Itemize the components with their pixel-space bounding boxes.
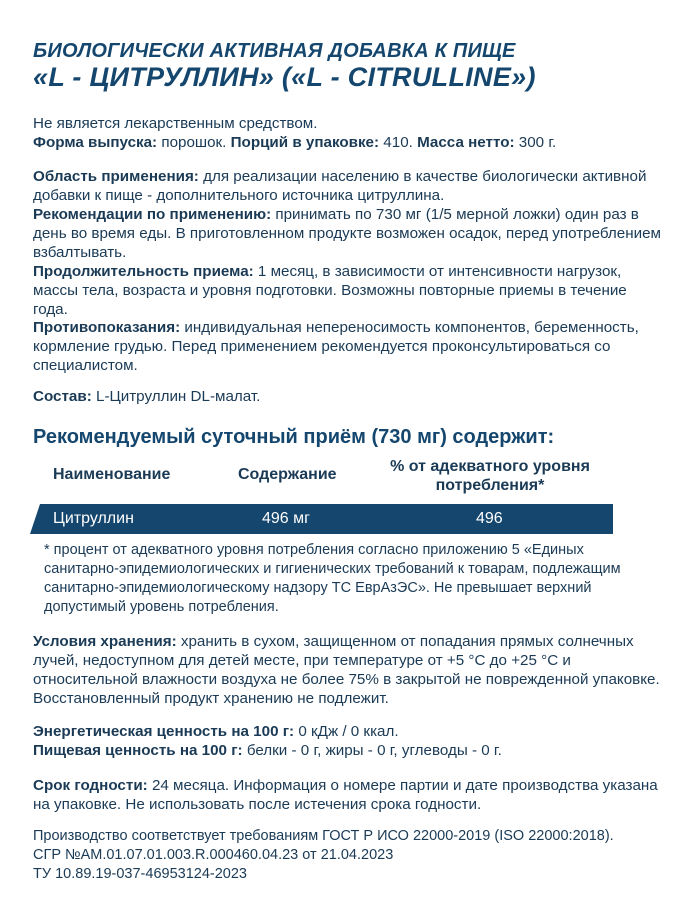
servings-value: 410. (379, 134, 418, 151)
intake-duration-label: Продолжительность приема: (33, 263, 254, 280)
column-header-percent: % от адекватного уровня потребления* (390, 458, 590, 494)
form-label: Форма выпуска: (33, 134, 158, 151)
net-weight-value: 300 г. (514, 134, 557, 151)
composition-value: L-Цитруллин DL-малат. (91, 388, 261, 405)
column-header-name: Наименование (53, 466, 171, 483)
storage-label: Условия хранения: (33, 633, 177, 650)
usage-recommendations-value: принимать по 730 мг (1/5 мерной ложки) один раз в день во время еды. В приготовленном продукте возможен осадок, перед употреблением взбалтывать. (33, 206, 661, 261)
intake-duration (33, 262, 663, 319)
shelf-life-label: Срок годности: (33, 777, 148, 794)
food-value: белки - 0 г, жиры - 0 г, углеводы - 0 г. (242, 742, 502, 759)
row-ingredient-name: Цитруллин (53, 510, 134, 527)
application-area (33, 167, 663, 205)
food-value-label: Пищевая ценность на 100 г: (33, 742, 243, 759)
shelf-life-value: 24 месяца. Информация о номере партии и дате производства указана на упаковке. Не использовать после истечения срока годности. (33, 777, 658, 813)
servings-label: Порций в упаковке: (230, 134, 380, 151)
usage-recommendations (33, 205, 663, 262)
row-ingredient-amount: 496 мг (262, 510, 310, 527)
contraindications (33, 318, 663, 375)
contraindications-label: Противопоказания: (33, 319, 181, 336)
not-medicine-note: Не является лекарственным средством. (33, 115, 318, 132)
storage-value: хранить в сухом, защищенном от попадания прямых солнечных лучей, недоступном для детей месте, при температуре от +5 °С до +25 °С и относительной влажности воздуха не более 75% в закрытой не поврежденной упаковке. Восстановленный продукт хранению не подлежит. (33, 633, 660, 707)
composition (33, 387, 663, 406)
form-line (33, 133, 663, 152)
product-name-heading: «L - ЦИТРУЛЛИН» («L - CITRULLINE») (33, 62, 536, 92)
regulatory-footer (33, 827, 673, 884)
contraindications-value: индивидуальная непереносимость компонентов, беременность, кормление грудью. Перед применением рекомендуется проконсультироваться со специалистом. (33, 319, 639, 374)
product-category-heading: БИОЛОГИЧЕСКИ АКТИВНАЯ ДОБАВКА К ПИЩЕ (33, 40, 516, 62)
column-header-content: Содержание (238, 466, 337, 483)
intake-duration-value: 1 месяц, в зависимости от интенсивности нагрузок, массы тела, возраста и уровня подготовки. Возможны повторные приемы в течение года. (33, 263, 627, 318)
daily-intake-title: Рекомендуемый суточный приём (730 мг) содержит: (33, 426, 555, 448)
application-area-label: Область применения: (33, 168, 199, 185)
intro-block (33, 114, 663, 152)
composition-label: Состав: (33, 388, 92, 405)
net-weight-label: Масса нетто: (417, 134, 515, 151)
energy-label: Энергетическая ценность на 100 г: (33, 723, 295, 740)
nutrition-block (33, 722, 663, 760)
energy-value: 0 кДж / 0 ккал. (294, 723, 399, 740)
energy-value-line (33, 722, 663, 741)
tu-number: ТУ 10.89.19-037-46953124-2023 (33, 866, 247, 882)
usage-recommendations-label: Рекомендации по применению: (33, 206, 272, 223)
sgr-number: СГР №AM.01.07.01.003.R.000460.04.23 от 21.04.2023 (33, 847, 394, 863)
row-ingredient-percent: 496 (476, 510, 503, 527)
table-footnote: * процент от адекватного уровня потребления согласно приложению 5 «Единых санитарно-эпидемиологических и гигиенических требований к товарам, подлежащим санитарно-эпидемиологическому надзору ТС ЕврАзЭС». Не превышает верхний допустимый уровень потребления. (44, 542, 621, 615)
food-value-line (33, 741, 663, 760)
storage-conditions (33, 632, 663, 708)
form-value: порошок. (157, 134, 231, 151)
usage-block (33, 167, 663, 319)
shelf-life (33, 776, 663, 814)
gost-compliance: Производство соответствует требованиям ГОСТ Р ИСО 22000-2019 (ISO 22000:2018). (33, 828, 614, 844)
application-area-value: для реализации населению в качестве биологически активной добавки к пище - дополнительного источника цитруллина. (33, 168, 647, 204)
